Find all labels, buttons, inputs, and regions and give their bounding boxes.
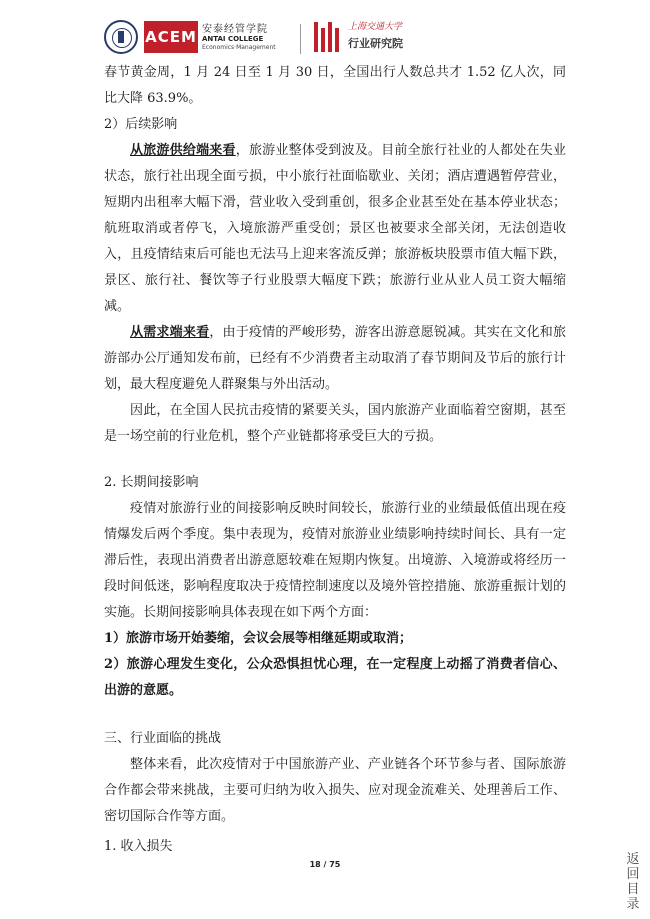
demand-side-text: ，由于疫情的严峻形势，游客出游意愿锐减。其实在文化和旅游部办公厅通知发布前，已经有不少消费者主动取消了春节期间及节后的旅行计划，最大程度避免人群聚集与外出活动。 <box>104 325 566 392</box>
antai-en1: ANTAI COLLEGE <box>202 35 264 43</box>
paragraph-long-term: 疫情对旅游行业的间接影响反映时间较长，旅游行业的业绩最低值出现在疫情爆发后两个季度。集中表现为，疫情对旅游业业绩影响持续时间长、具有一定滞后性，表现出消费者出游意愿较难在短期内恢复。出境游、入境游或将经历一段时间低迷，影响程度取决于疫情控制速度以及境外管控措施、旅游重振计划的实施。长期间接影响具体表现在如下两个方面： <box>104 501 566 620</box>
institute-logo-icon <box>312 22 342 52</box>
page-header <box>104 18 544 60</box>
heading-after-effects: 2）后续影响 <box>104 117 178 132</box>
sjtu-emblem-icon <box>104 20 138 54</box>
antai-college-name <box>202 20 276 52</box>
sjtu-institute-name <box>348 19 403 51</box>
supply-side-lead: 从旅游供给端来看 <box>130 143 236 158</box>
list-item: 1）旅游市场开始萎缩，会议会展等相继延期或取消； <box>104 631 413 646</box>
acem-logo: ACEM <box>144 21 198 53</box>
list-item: 2）旅游心理发生变化，公众恐惧担忧心理，在一定程度上动摇了消费者信心、出游的意愿。 <box>104 657 566 698</box>
paragraph-supply-side <box>104 138 566 320</box>
institute-name: 行业研究院 <box>348 37 403 50</box>
document-body <box>104 60 566 860</box>
header-divider <box>300 24 301 54</box>
back-to-toc-link[interactable]: 返回目录 <box>626 852 640 912</box>
supply-side-text: ，旅游业整体受到波及。目前全旅行社业的人都处在失业状态，旅行社出现全面亏损，中小旅行社面临歇业、关闭；酒店遭遇暂停营业，短期内出租率大幅下滑，营业收入受到重创，很多企业甚至处在基本停业状态；航班取消或者停飞，入境旅游严重受创；景区也被要求全部关闭，无法创造收入，且疫情结束后可能也无法马上迎来客流反弹；旅游板块股票市值大幅下跌，景区、旅行社、餐饮等子行业股票大幅度下跌；旅游行业从业人员工资大幅缩减。 <box>104 143 566 314</box>
heading-income-loss: 1. 收入损失 <box>104 839 173 854</box>
paragraph-challenges: 整体来看，此次疫情对于中国旅游产业、产业链各个环节参与者、国际旅游合作都会带来挑战，主要可归纳为收入损失、应对现金流难关、处理善后工作、密切国际合作等方面。 <box>104 757 566 824</box>
antai-en2: Economics·Management <box>202 44 276 51</box>
sjtu-name: 上海交通大学 <box>348 22 403 32</box>
heading-long-term: 2. 长期间接影响 <box>104 475 199 490</box>
page-number: 18 / 75 <box>309 860 341 869</box>
paragraph-conclusion: 因此，在全国人民抗击疫情的紧要关头，国内旅游产业面临着空窗期，甚至是一场空前的行业危机，整个产业链都将承受巨大的亏损。 <box>104 403 566 444</box>
paragraph-demand-side <box>104 320 566 398</box>
demand-side-lead: 从需求端来看 <box>130 325 210 340</box>
heading-section-3: 三、行业面临的挑战 <box>104 731 222 746</box>
antai-cn: 安泰经管学院 <box>202 24 268 35</box>
paragraph-golden-week: 春节黄金周，1 月 24 日至 1 月 30 日，全国出行人数总共才 1.52 亿人次，同比大降 63.9%。 <box>104 65 566 106</box>
